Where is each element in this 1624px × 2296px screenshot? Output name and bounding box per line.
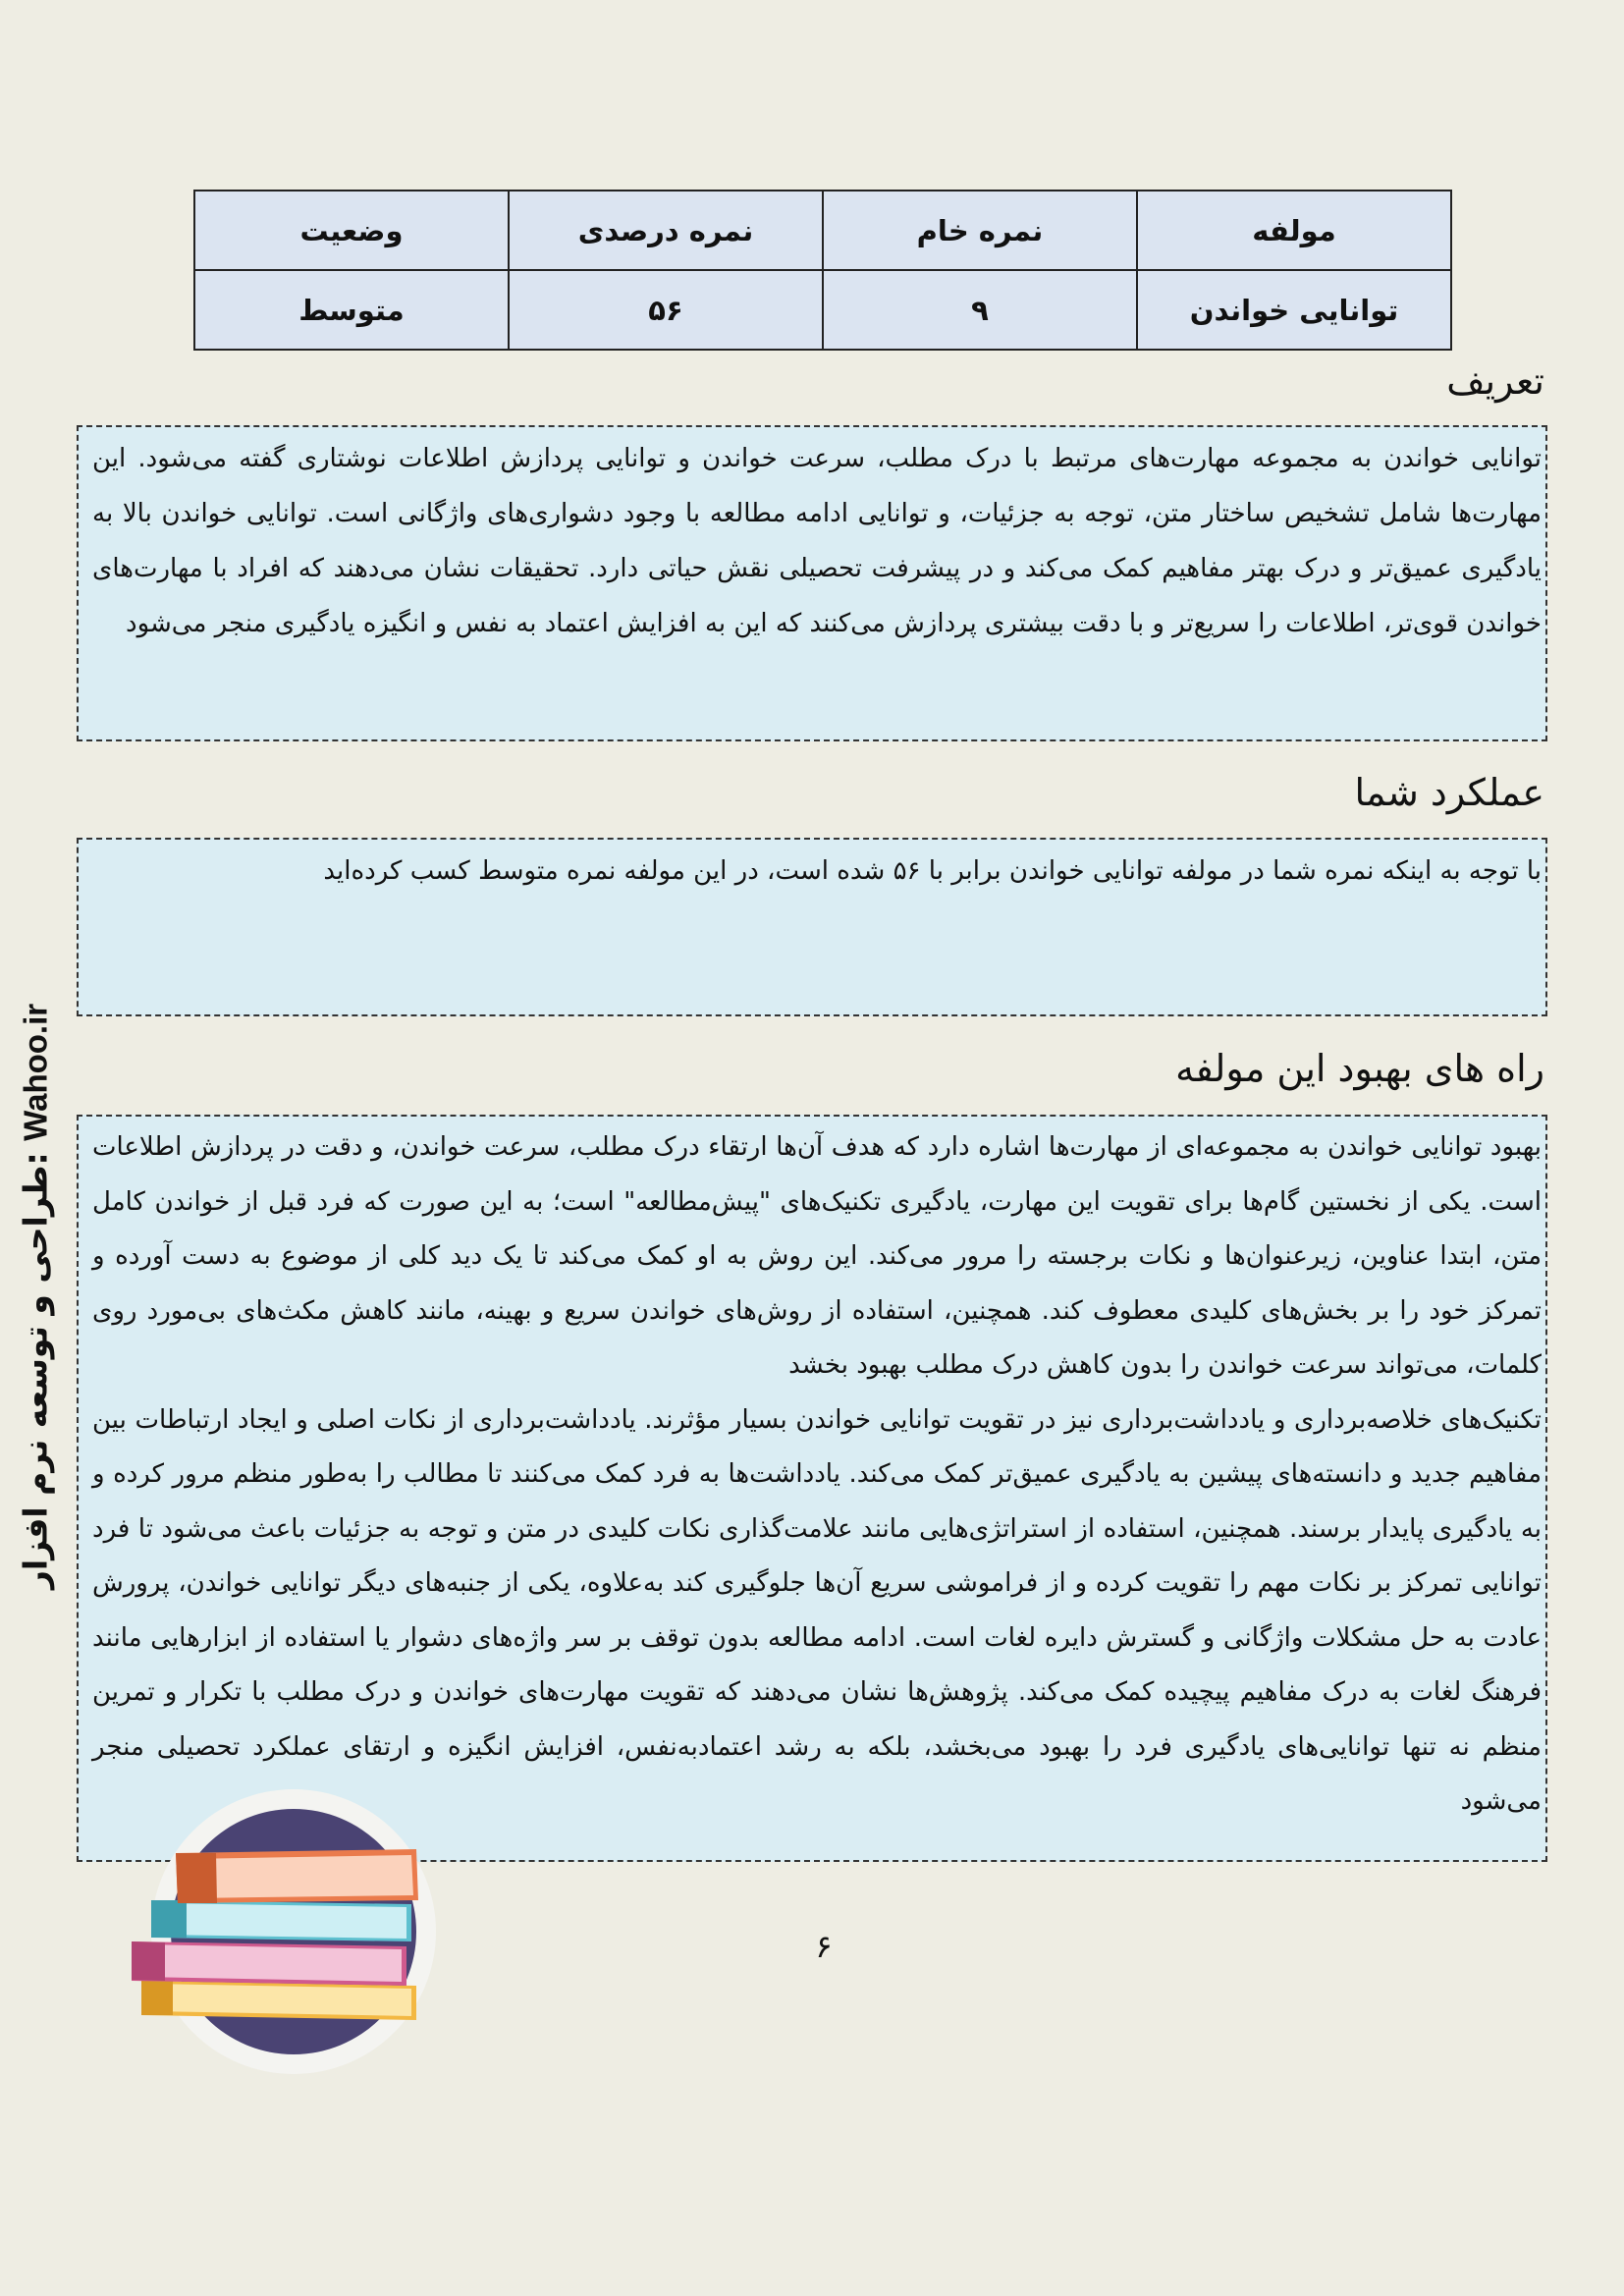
- sidebar-brand-link[interactable]: Wahoo.ir: [17, 1003, 54, 1141]
- improvement-heading: راه های بهبود این مولفه: [1175, 1047, 1544, 1090]
- sidebar-credit-text: طراحی و توسعه نرم افزار:: [16, 1152, 55, 1590]
- cell-raw-score: ۹: [823, 270, 1137, 350]
- cell-status: متوسط: [194, 270, 509, 350]
- improvement-paragraph-1: بهبود توانایی خواندن به مجموعه‌ای از مهارت‌ها اشاره دارد که هدف آن‌ها ارتقاء درک مطلب، سرعت خواندن، و دقت در پردازش اطلاعات است. یکی از نخستین گام‌ها برای تقویت این مهارت، یادگیری تکنیک‌های "پیش‌مطالعه" است؛ به این صورت که فرد قبل از خواندن کامل متن، ابتدا عناوین، زیرعنوان‌ها و نکات برجسته را مرور می‌کند. این روش به او کمک می‌کند تا یک دید کلی از موضوع به دست آورده و تمرکز خود را بر بخش‌های کلیدی معطوف کند. همچنین، استفاده از روش‌های خواندن سریع و بهینه، مانند کاهش مکث‌های بی‌مورد روی کلمات، می‌تواند سرعت خواندن را بدون کاهش درک مطلب بهبود بخشد: [92, 1132, 1542, 1380]
- header-status: وضعیت: [194, 191, 509, 270]
- score-table-row: [194, 270, 1451, 350]
- improvement-paragraph-2: تکنیک‌های خلاصه‌برداری و یادداشت‌برداری نیز در تقویت توانایی خواندن بسیار مؤثرند. یادداشت‌برداری از نکات اصلی و ایجاد ارتباطات بین مفاهیم جدید و دانسته‌های پیشین به یادگیری عمیق‌تر کمک می‌کند. یادداشت‌ها به فرد کمک می‌کنند تا مطالب را به‌طور منظم مرور کرده و به یادگیری پایدار برسند. همچنین، استفاده از استراتژی‌هایی مانند علامت‌گذاری نکات کلیدی در متن و توجه به جزئیات باعث می‌شود تا فرد توانایی تمرکز بر نکات مهم را تقویت کرده و از فراموشی سریع آن‌ها جلوگیری کند به‌علاوه، یکی از جنبه‌های دیگر توانایی خواندن، پرورش عادت به حل مشکلات واژگانی و گسترش دایره لغات است. ادامه مطالعه بدون توقف بر سر واژه‌های دشوار یا استفاده از ابزارهایی مانند فرهنگ لغات به درک مفاهیم پیچیده کمک می‌کند. پژوهش‌ها نشان می‌دهند که تقویت مهارت‌های خواندن و درک مطلب با تکرار و تمرین منظم نه تنها توانایی‌های یادگیری فرد را بهبود می‌بخشد، بلکه به رشد اعتمادبه‌نفس، افزایش انگیزه و ارتقای عملکرد تحصیلی منجر می‌شود: [92, 1404, 1542, 1816]
- performance-text: با توجه به اینکه نمره شما در مولفه توانایی خواندن برابر با ۵۶ شده است، در این مولفه نمره متوسط کسب کرده‌اید: [323, 856, 1542, 886]
- sidebar-credit: [17, 1004, 55, 1589]
- cell-component: توانایی خواندن: [1137, 270, 1451, 350]
- definition-text: توانایی خواندن به مجموعه مهارت‌های مرتبط با درک مطلب، سرعت خواندن و توانایی پردازش اطلاعات نوشتاری گفته می‌شود. این مهارت‌ها شامل تشخیص ساختار متن، توجه به جزئیات، و توانایی ادامه مطالعه با وجود دشواری‌های واژگانی است. توانایی خواندن بالا به یادگیری عمیق‌تر و درک بهتر مفاهیم کمک می‌کند و در پیشرفت تحصیلی نقش حیاتی دارد. تحقیقات نشان می‌دهند که افراد با مهارت‌های خواندن قوی‌تر، اطلاعات را سریع‌تر و با دقت بیشتری پردازش می‌کنند که این به افزایش اعتماد به نفس و انگیزه یادگیری منجر می‌شود: [92, 444, 1542, 638]
- definition-heading: تعریف: [1446, 359, 1544, 403]
- score-table: [193, 190, 1452, 351]
- cell-percent-score: ۵۶: [509, 270, 823, 350]
- header-raw-score: نمره خام: [823, 191, 1137, 270]
- performance-box: [77, 838, 1547, 1016]
- page-number: ۶: [815, 1928, 833, 1965]
- books-stack-icon: [122, 1784, 465, 2079]
- header-percent-score: نمره درصدی: [509, 191, 823, 270]
- score-table-header-row: [194, 191, 1451, 270]
- performance-heading: عملکرد شما: [1354, 771, 1544, 814]
- definition-box: [77, 425, 1547, 741]
- header-component: مولفه: [1137, 191, 1451, 270]
- improvement-box: [77, 1115, 1547, 1862]
